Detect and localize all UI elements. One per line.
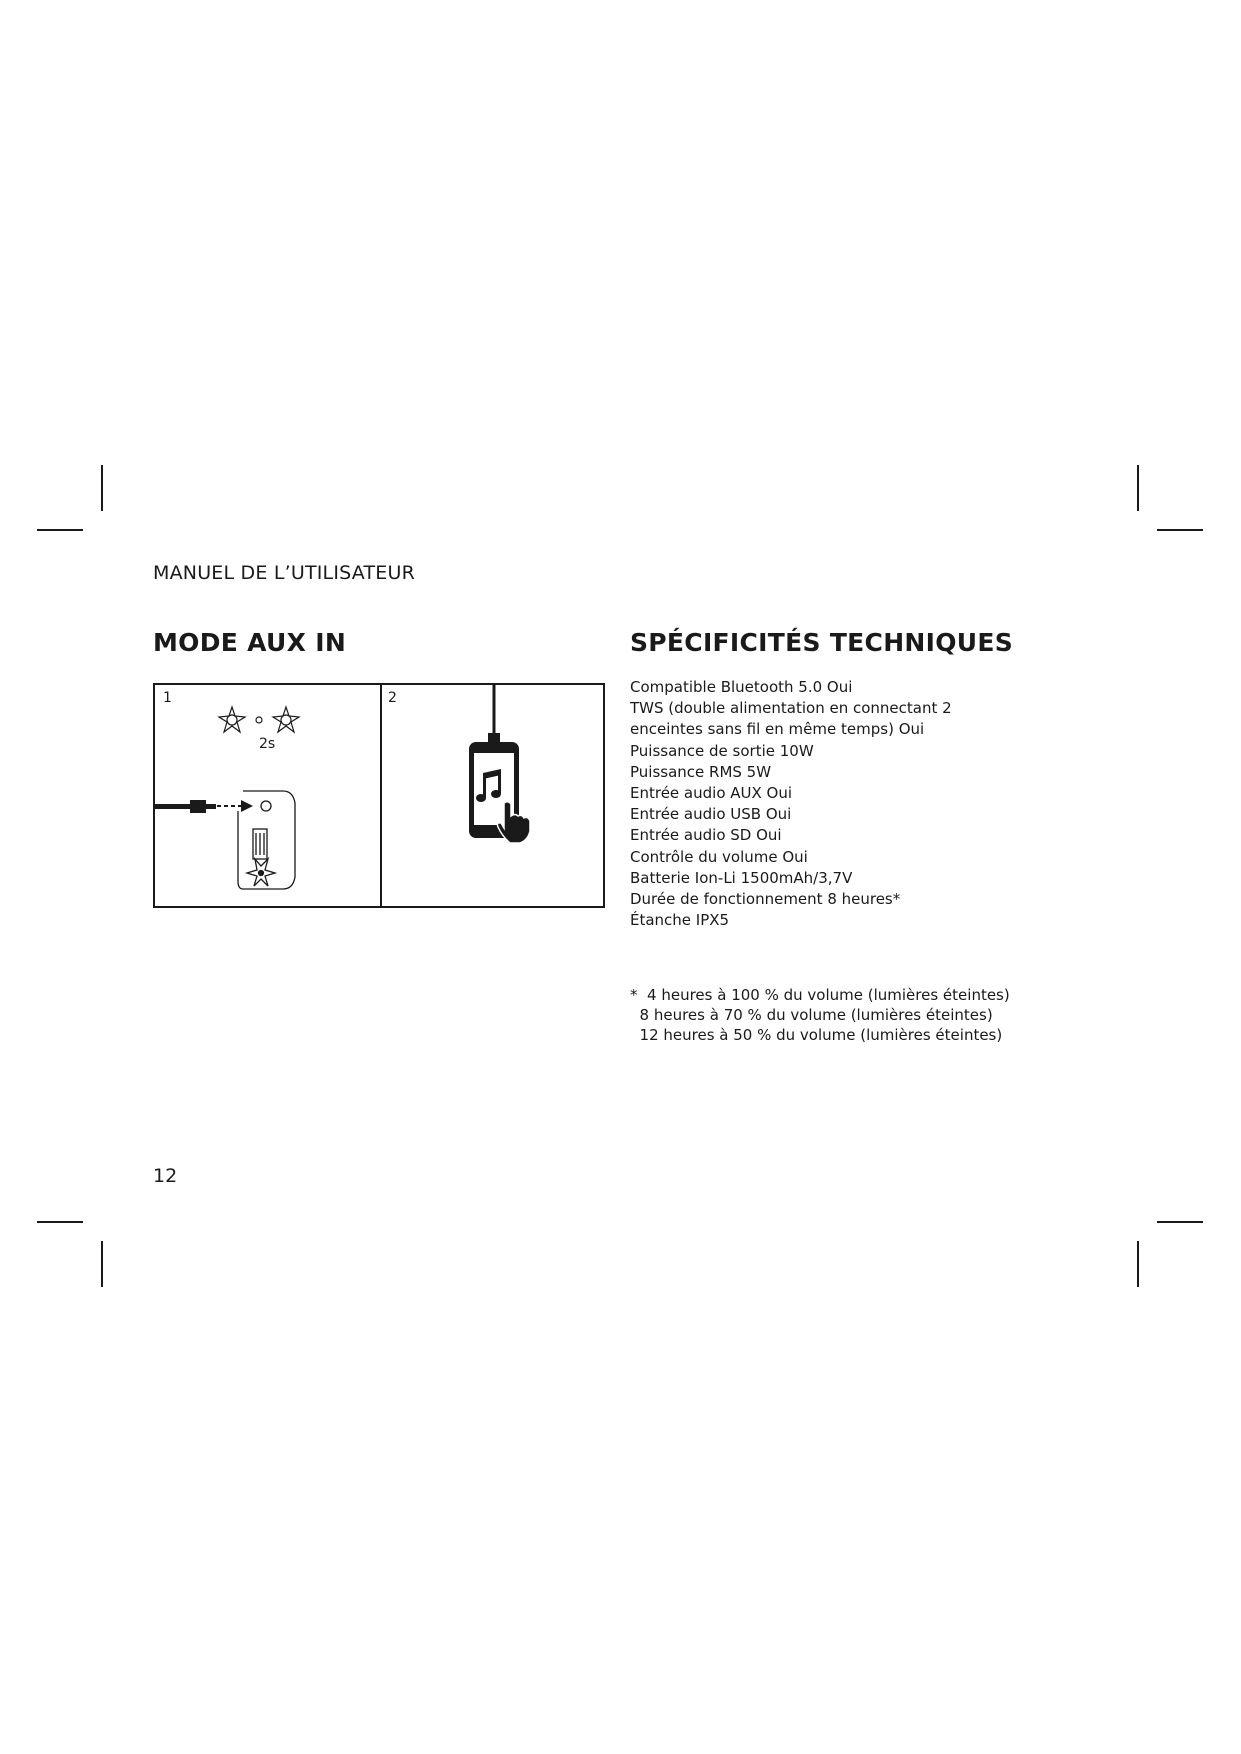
specs-title: SPÉCIFICITÉS TECHNIQUES xyxy=(630,628,1014,657)
crop-mark-bottom-left-horizontal xyxy=(37,1221,83,1223)
spec-item: Contrôle du volume Oui xyxy=(630,847,808,866)
aux-in-figure xyxy=(153,683,605,908)
footnote-line: 8 heures à 70 % du volume (lumières éteintes) xyxy=(630,1006,993,1024)
led-flash-icon-right xyxy=(273,707,299,732)
spec-item: Compatible Bluetooth 5.0 Oui xyxy=(630,678,853,696)
crop-mark-top-right-horizontal xyxy=(1157,529,1203,531)
specs-list xyxy=(630,677,970,931)
crop-mark-bottom-left-vertical xyxy=(101,1241,103,1287)
footnote-line: 12 heures à 50 % du volume (lumières éteintes) xyxy=(630,1026,1003,1044)
crop-mark-top-left-vertical xyxy=(101,465,103,511)
panel-2-number: 2 xyxy=(388,690,397,706)
spec-item: Durée de fonctionnement 8 heures* xyxy=(630,890,901,909)
page-number: 12 xyxy=(153,1165,178,1187)
crop-mark-top-left-horizontal xyxy=(37,529,83,531)
spec-item: Entrée audio SD Oui xyxy=(630,826,782,845)
spec-item: Batterie Ion-Li 1500mAh/3,7V xyxy=(630,868,853,887)
spec-item: Entrée audio USB Oui xyxy=(630,805,792,824)
spec-item: Entrée audio AUX Oui xyxy=(630,784,793,803)
panel-1-number: 1 xyxy=(163,690,172,706)
aux-plug-icon xyxy=(488,733,500,743)
manual-header: MANUEL DE L’UTILISATEUR xyxy=(153,562,415,584)
footnote-line: * 4 heures à 100 % du volume (lumières éteintes) xyxy=(630,986,1010,1004)
panel-1-illustration xyxy=(155,685,377,906)
spec-item: TWS (double alimentation en connectant 2 enceintes sans fil en même temps) Oui xyxy=(630,699,952,739)
crop-mark-bottom-right-vertical xyxy=(1137,1241,1139,1287)
spec-item: Puissance RMS 5W xyxy=(630,762,772,781)
battery-footnote xyxy=(630,985,1010,1045)
crop-mark-bottom-right-horizontal xyxy=(1157,1221,1203,1223)
panel-2-illustration xyxy=(382,685,604,906)
spec-item: Étanche IPX5 xyxy=(630,911,730,930)
panel-1-duration: 2s xyxy=(259,736,276,752)
led-flash-icon-left xyxy=(219,707,245,732)
crop-mark-top-right-vertical xyxy=(1137,465,1139,511)
aux-in-title: MODE AUX IN xyxy=(153,628,347,657)
spec-item: Puissance de sortie 10W xyxy=(630,741,814,760)
led-indicator-icon xyxy=(256,717,262,723)
